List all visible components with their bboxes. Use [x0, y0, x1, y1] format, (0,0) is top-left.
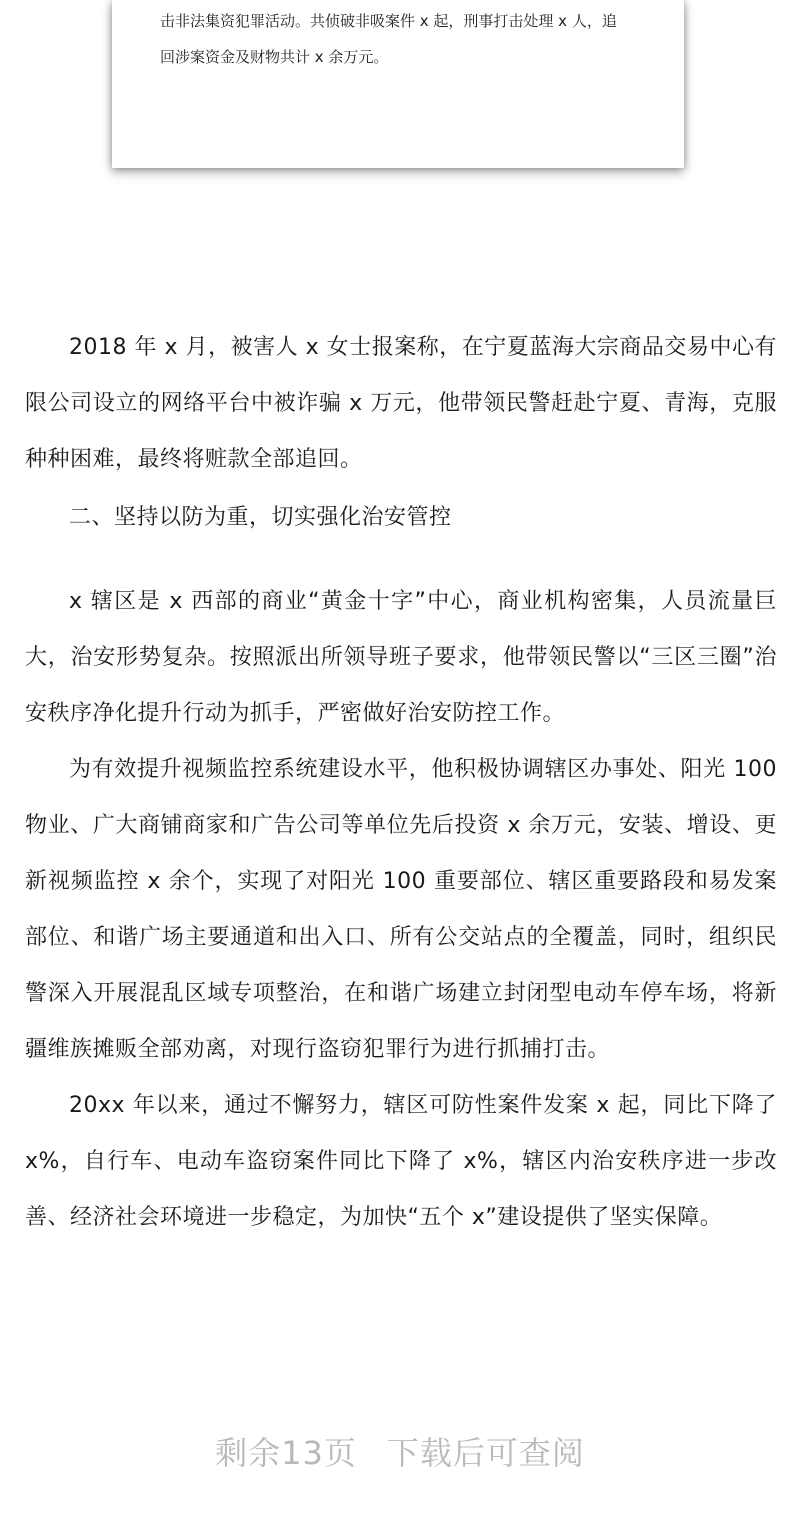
excerpt-line: 击非法集资犯罪活动。共侦破非吸案件 x 起，刑事打击处理 x 人，追: [160, 12, 617, 30]
excerpt-line: 回涉案资金及财物共计 x 余万元。: [160, 48, 389, 66]
document-body: [25, 320, 777, 1246]
paragraph: x 辖区是 x 西部的商业“黄金十字”中心，商业机构密集，人员流量巨大，治安形势复杂。按照派出所领导班子要求，他带领民警以“三区三圈”治安秩序净化提升行动为抓手，严密做好治安防控工作。: [25, 589, 777, 726]
paragraph: 为有效提升视频监控系统建设水平，他积极协调辖区办事处、阳光 100 物业、广大商铺商家和广告公司等单位先后投资 x 余万元，安装、增设、更新视频监控 x 余个，实现了对阳光 100 重要部位、辖区重要路段和易发案部位、和谐广场主要通道和出入口、所有公交站点的全覆盖，同时，组织民警深入开展混乱区域专项整治，在和谐广场建立封闭型电动车停车场，将新疆维族摊贩全部劝离，对现行盗窃犯罪行为进行抓捕打击。: [25, 757, 777, 1062]
paragraph: 2018 年 x 月，被害人 x 女士报案称，在宁夏蓝海大宗商品交易中心有限公司设立的网络平台中被诈骗 x 万元，他带领民警赶赴宁夏、青海，克服种种困难，最终将赃款全部追回。: [25, 335, 777, 472]
download-to-read-more-button[interactable]: [0, 1428, 800, 1474]
download-hint-label: 下载后可查阅: [386, 1434, 585, 1472]
paragraph: 20xx 年以来，通过不懈努力，辖区可防性案件发案 x 起，同比下降了 x%，自行车、电动车盗窃案件同比下降了 x%，辖区内治安秩序进一步改善、经济社会环境进一步稳定，为加快“五个 x”建设提供了坚实保障。: [25, 1093, 777, 1230]
section-heading: 二、坚持以防为重，切实强化治安管控: [69, 505, 452, 530]
excerpt-card: [112, 0, 684, 168]
remaining-pages-label: 剩余13页: [215, 1434, 357, 1472]
